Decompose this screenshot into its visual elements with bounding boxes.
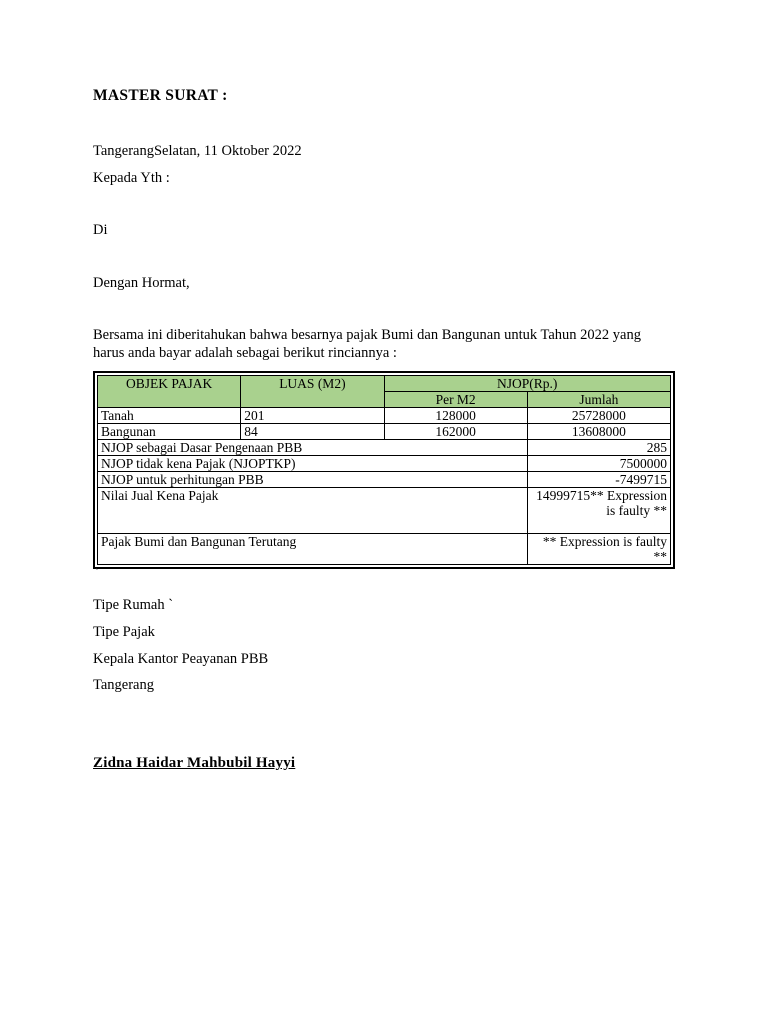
row-luas: 84 (241, 424, 384, 440)
header-objek-pajak: OBJEK PAJAK (98, 376, 241, 408)
table-row (98, 424, 671, 440)
summary-row (98, 488, 671, 534)
summary-value: ** Expression is faulty ** (527, 534, 670, 565)
greeting: Dengan Hormat, (93, 275, 190, 291)
summary-row (98, 534, 671, 565)
summary-label: NJOP untuk perhitungan PBB (98, 472, 528, 488)
recipient-line: Kepada Yth : (93, 170, 170, 186)
row-objek: Bangunan (98, 424, 241, 440)
signature-name: Zidna Haidar Mahbubil Hayyi (93, 755, 296, 771)
row-jumlah: 13608000 (527, 424, 670, 440)
row-jumlah: 25728000 (527, 408, 670, 424)
header-jumlah: Jumlah (527, 392, 670, 408)
header-luas: LUAS (M2) (241, 376, 384, 408)
summary-row (98, 472, 671, 488)
summary-row (98, 440, 671, 456)
header-per-m2: Per M2 (384, 392, 527, 408)
row-objek: Tanah (98, 408, 241, 424)
di-line: Di (93, 222, 108, 238)
summary-label: Nilai Jual Kena Pajak (98, 488, 528, 534)
summary-value: 285 (527, 440, 670, 456)
header-njop: NJOP(Rp.) (384, 376, 671, 392)
tax-table (97, 375, 671, 565)
body-paragraph: Bersama ini diberitahukan bahwa besarnya pajak Bumi dan Bangunan untuk Tahun 2022 yang harus anda bayar adalah sebagai berikut rinciannya : (93, 327, 641, 361)
letter-title: MASTER SURAT : (93, 87, 228, 104)
summary-label: Pajak Bumi dan Bangunan Terutang (98, 534, 528, 565)
summary-value: 14999715** Expression is faulty ** (527, 488, 670, 534)
row-per-m2: 128000 (384, 408, 527, 424)
row-per-m2: 162000 (384, 424, 527, 440)
summary-row (98, 456, 671, 472)
summary-value: -7499715 (527, 472, 670, 488)
summary-value: 7500000 (527, 456, 670, 472)
tipe-rumah: Tipe Rumah ` (93, 597, 174, 613)
place-date: TangerangSelatan, 11 Oktober 2022 (93, 143, 302, 159)
city-line: Tangerang (93, 677, 154, 693)
table-row (98, 408, 671, 424)
kepala-kantor: Kepala Kantor Peayanan PBB (93, 651, 269, 667)
tipe-pajak: Tipe Pajak (93, 624, 155, 640)
row-luas: 201 (241, 408, 384, 424)
tax-table-frame (93, 371, 675, 569)
stray-mark: ` (95, 568, 99, 579)
summary-label: NJOP tidak kena Pajak (NJOPTKP) (98, 456, 528, 472)
summary-label: NJOP sebagai Dasar Pengenaan PBB (98, 440, 528, 456)
